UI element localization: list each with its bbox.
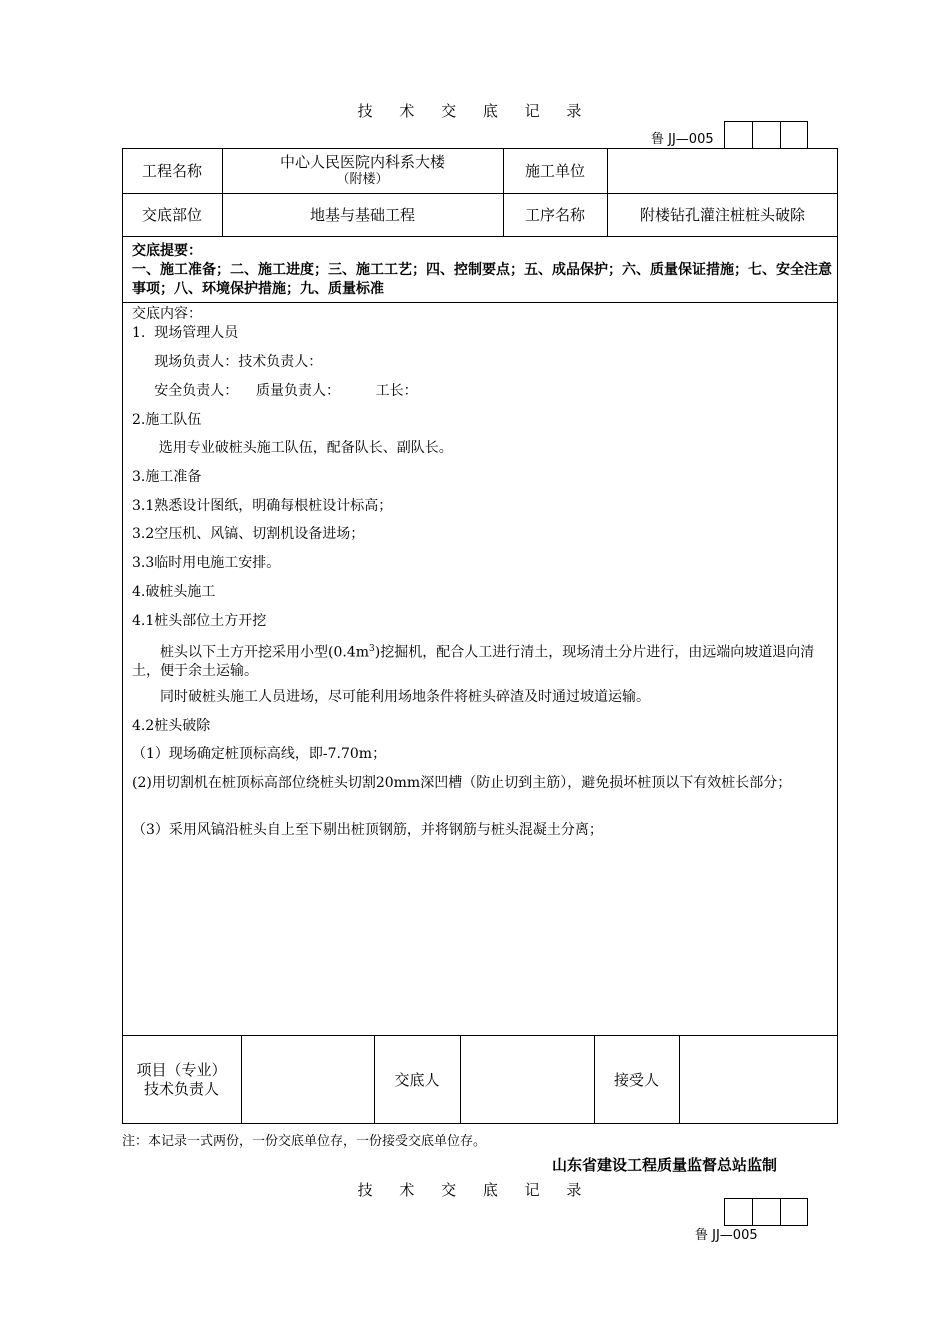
- document-title: 技 术 交 底 记 录: [357, 102, 593, 120]
- summary-text: 一、施工准备；二、施工进度；三、施工工艺；四、控制要点；五、成品保护；六、质量保证措施；七、安全注意事项；八、环境保护措施；九、质量标准: [132, 262, 832, 297]
- location-value: 地基与基础工程: [309, 206, 415, 224]
- content-line: 3.施工准备: [132, 469, 202, 485]
- content-line: 选用专业破桩头施工队伍，配备队长、副队长。: [132, 440, 453, 456]
- content-line: 3.2空压机、风镐、切割机设备进场；: [132, 526, 365, 542]
- summary-label: 交底提要：: [132, 243, 202, 259]
- project-name-value: [222, 148, 503, 193]
- construction-unit-label: 施工单位: [524, 162, 585, 180]
- receiver-label: 接受人: [613, 1071, 659, 1089]
- summary-section: [132, 242, 832, 299]
- construction-unit-value: [607, 148, 838, 193]
- project-name-label: 工程名称: [141, 162, 202, 180]
- issuing-organization: 山东省建设工程质量监督总站监制: [552, 1156, 778, 1174]
- document-title-page2: 技 术 交 底 记 录: [357, 1181, 593, 1199]
- content-line: 4.1桩头部位土方开挖: [132, 613, 267, 629]
- content-line: 4.破桩头施工: [132, 584, 216, 600]
- code-boxes-page2: [724, 1198, 808, 1226]
- content-label: 交底内容：: [132, 306, 202, 322]
- form-code: 鲁 JJ—005: [651, 132, 714, 147]
- content-line: （1）现场确定桩顶标高线，即-7.70m；: [132, 746, 387, 762]
- code-boxes: [724, 121, 808, 149]
- content-paragraph: (2)用切割机在桩顶标高部位绕桩头切割20mm深凹槽（防止切到主筋），避免损坏桩顶以下有效桩长部分；: [132, 775, 792, 791]
- content-paragraph: 桩头以下土方开挖采用小型$(0.4m^3)$挖掘机，配合人工进行清土，现场清土分片进行，由远端向坡道退向清土，便于余土运输。: [132, 644, 815, 679]
- content-line: 3.1熟悉设计图纸，明确每根桩设计标高；: [132, 498, 393, 514]
- content-line: 3.3临时用电施工安排。: [132, 555, 281, 571]
- process-value: 附楼钻孔灌注桩桩头破除: [639, 206, 805, 224]
- location-label: 交底部位: [141, 206, 202, 224]
- content-line: 现场负责人：技术负责人：: [132, 354, 323, 370]
- content-line: 2.施工队伍: [132, 412, 202, 428]
- content-line: 1. 现场管理人员: [132, 325, 239, 341]
- form-code-page2: 鲁 JJ—005: [695, 1228, 758, 1243]
- project-name-line1: 中心人民医院内科系大楼: [279, 152, 445, 171]
- content-line: 4.2桩头破除: [132, 718, 211, 734]
- content-paragraph: 同时破桩头施工人员进场，尽可能利用场地条件将桩头碎渣及时通过坡道运输。: [160, 689, 650, 705]
- project-lead-label: 项目（专业） 技术负责人: [136, 1060, 227, 1098]
- content-line: 安全负责人： 质量负责人： 工长：: [132, 383, 418, 399]
- project-name-line2: （附楼）: [336, 171, 389, 187]
- process-label: 工序名称: [524, 206, 585, 224]
- discloser-label: 交底人: [394, 1071, 440, 1089]
- footnote: 注：本记录一式两份，一份交底单位存，一份接受交底单位存。: [122, 1134, 487, 1149]
- content-line: （3）采用风镐沿桩头自上至下剔出桩顶钢筋，并将钢筋与桩头混凝土分离；: [132, 822, 603, 838]
